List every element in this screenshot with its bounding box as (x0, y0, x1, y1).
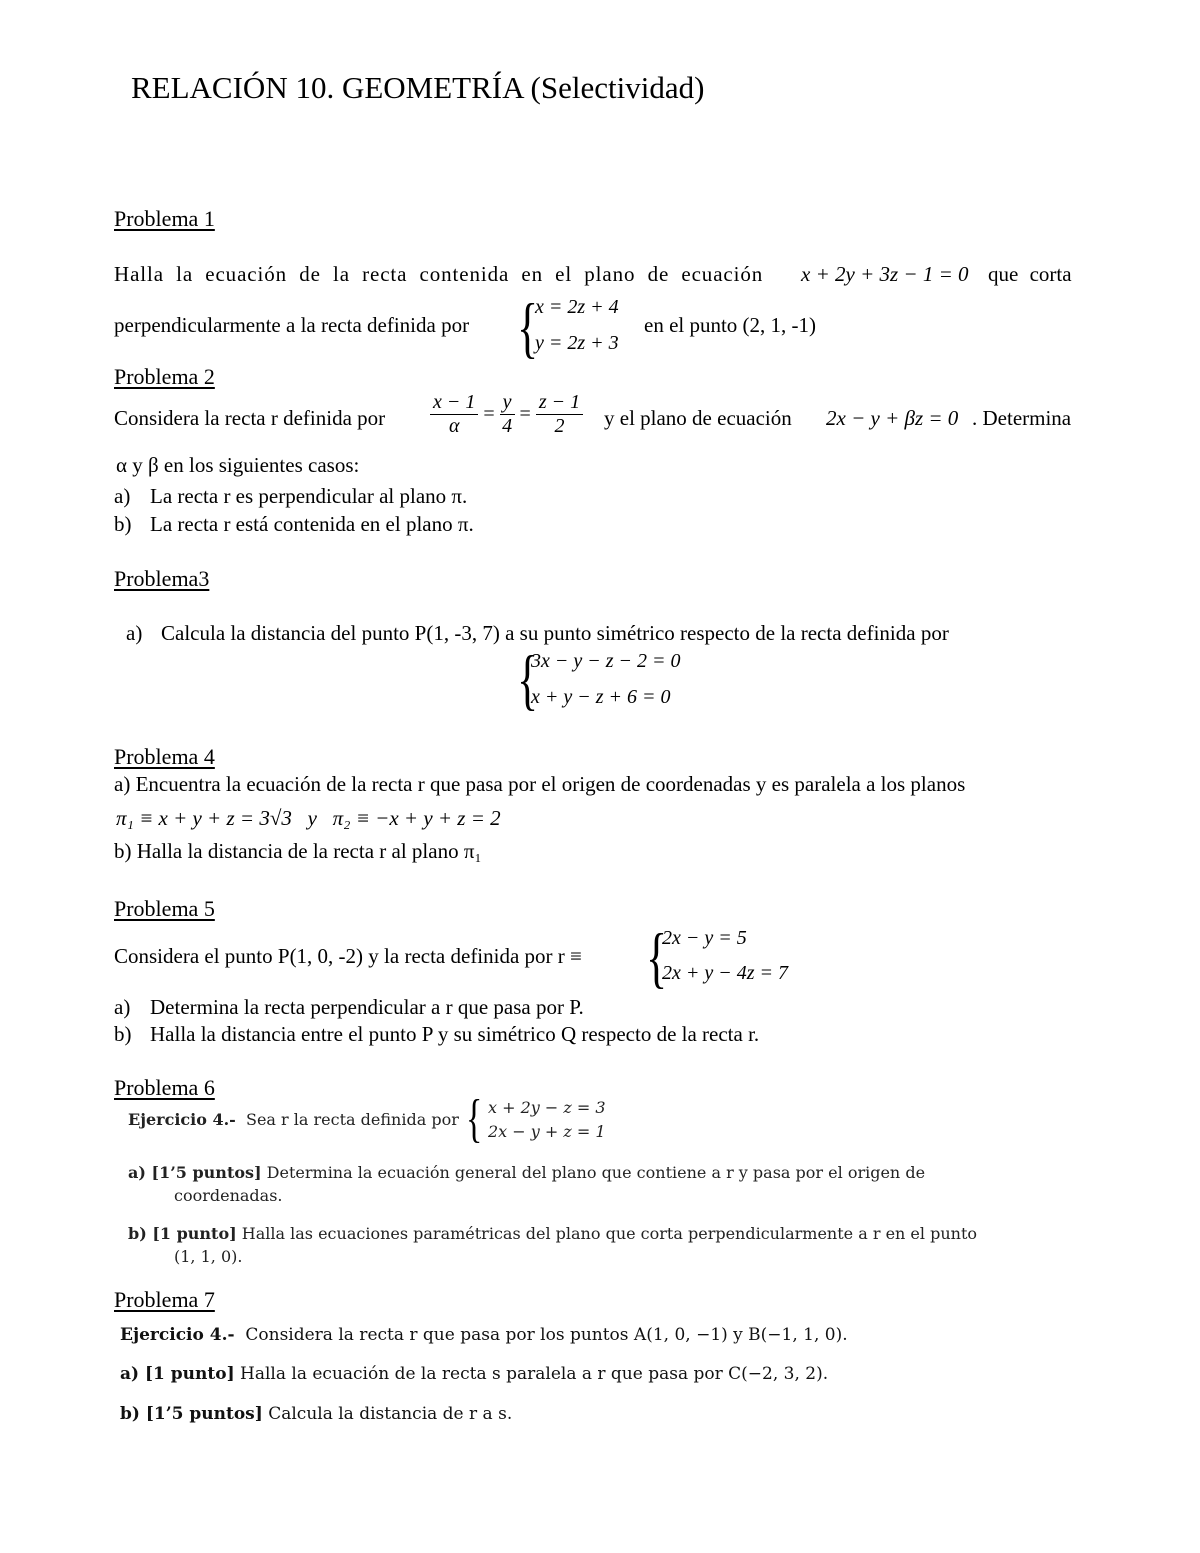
fraction-y: $\frac{y}{4}$ (500, 391, 515, 438)
system-eq-2: 2x + y − 4z = 7 (662, 962, 789, 984)
problem-6-b: b) [1 punto] Halla las ecuaciones paramétricas del plano que corta perpendicularmente a r en el punto (128, 1224, 978, 1243)
problem-7-exercise: Ejercicio 4.- Considera la recta r que pasa por los puntos A(1, 0, −1) y B(−1, 1, 0). (120, 1325, 848, 1345)
problem-1-heading: Problema 1 (114, 206, 215, 231)
system-eq-1: 2x − y = 5 (662, 927, 747, 949)
problem-5-intro: Considera el punto P(1, 0, -2) y la recta definida por r ≡ (114, 944, 582, 968)
problem-2-heading: Problema 2 (114, 364, 215, 389)
page-title: RELACIÓN 10. GEOMETRÍA (Selectividad) (131, 70, 705, 105)
problem-4-heading: Problema 4 (114, 744, 215, 769)
problem-5-heading: Problema 5 (114, 896, 215, 921)
problem-7-b: b) [1’5 puntos] Calcula la distancia de r a s. (120, 1404, 513, 1424)
problem-5-b: Halla la distancia entre el punto P y su simétrico Q respecto de la recta r. (150, 1022, 760, 1046)
problem-2-intro: Considera la recta r definida por (114, 406, 386, 430)
problem-5-a-label: a) (114, 995, 131, 1019)
problem-6-b-cont: (1, 1, 0). (174, 1247, 243, 1266)
system-eq-1: 3x − y − z − 2 = 0 (531, 650, 681, 672)
problem-7-heading: Problema 7 (114, 1287, 215, 1312)
left-brace: { (517, 641, 539, 718)
problem-7-a: a) [1 punto] Halla la ecuación de la recta s paralela a r que pasa por C(−2, 3, 2). (120, 1364, 829, 1384)
problem-2-a-label: a) (114, 484, 131, 508)
system-eq-1: x + 2y − z = 3 (488, 1098, 606, 1117)
problem-5-b-label: b) (114, 1022, 132, 1046)
problem-2-b: La recta r está contenida en el plano π. (150, 512, 474, 536)
problem-1-plane: x + 2y + 3z − 1 = 0 (801, 262, 969, 286)
problem-2-plane-text: y el plano de ecuación (604, 406, 792, 430)
problem-3-a-label: a) (126, 621, 143, 645)
problem-2-b-label: b) (114, 512, 132, 536)
problem-1-line2: perpendicularmente a la recta definida por (114, 313, 470, 337)
left-brace: { (646, 919, 668, 996)
problem-4-a: a) Encuentra la ecuación de la recta r que pasa por el origen de coordenadas y es paralela a los planos (114, 772, 966, 796)
problem-6-a: a) [1’5 puntos] Determina la ecuación general del plano que contiene a r y pasa por el origen de (128, 1163, 926, 1182)
problem-6-heading: Problema 6 (114, 1075, 215, 1100)
problem-6-a-cont: coordenadas. (174, 1186, 283, 1205)
problem-3-a: Calcula la distancia del punto P(1, -3, 7) a su punto simétrico respecto de la recta definida por (161, 621, 949, 645)
problem-2-line2: α y β en los siguientes casos: (116, 453, 360, 477)
problem-4-b: b) Halla la distancia de la recta r al plano π₁ (114, 839, 482, 863)
problem-2-determina: . Determina (972, 406, 1072, 430)
system-eq-2: x + y − z + 6 = 0 (531, 686, 671, 708)
left-brace: { (517, 289, 539, 366)
system-eq-2: y = 2z + 3 (535, 332, 619, 354)
problem-6-exercise: Ejercicio 4.- Sea r la recta definida por (128, 1110, 459, 1129)
problem-1-point: en el punto (2, 1, -1) (644, 313, 817, 337)
continuous-equation: $\frac{x - 1}{\alpha}$ = $\frac{y}{4}$ = $\frac{z - 1}{2}$ (430, 391, 583, 438)
problem-1-line1: Halla la ecuación de la recta contenida en el plano de ecuación (114, 262, 764, 286)
problem-3-heading: Problema3 (114, 566, 210, 591)
problem-2-plane: 2x − y + βz = 0 (826, 406, 959, 430)
fraction-z: $\frac{z - 1}{2}$ (536, 391, 583, 438)
system-eq-2: 2x − y + z = 1 (488, 1122, 606, 1141)
fraction-x: $\frac{x - 1}{\alpha}$ (430, 391, 478, 438)
problem-2-a: La recta r es perpendicular al plano π. (150, 484, 468, 508)
system-eq-1: x = 2z + 4 (535, 296, 619, 318)
left-brace: { (466, 1090, 483, 1149)
problem-5-a: Determina la recta perpendicular a r que pasa por P. (150, 995, 584, 1019)
problem-1-que-corta: que corta (988, 262, 1072, 286)
problem-4-planes: π₁ ≡ x + y + z = 3√3 y π₂ ≡ −x + y + z = 2 (116, 806, 501, 830)
